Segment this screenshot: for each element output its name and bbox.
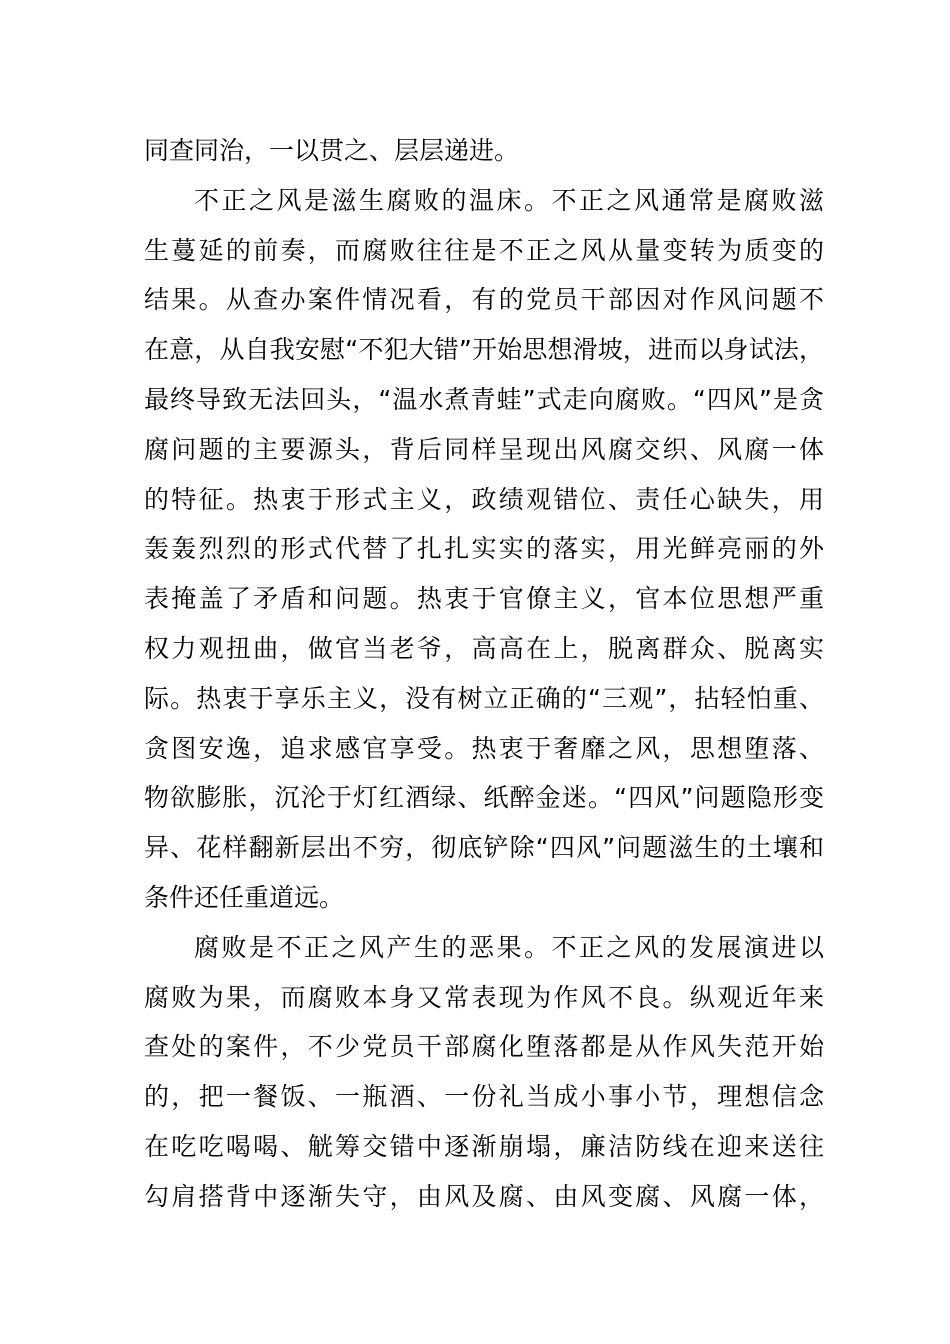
text-line: 腐败是不正之风产生的恶果。不正之风的发展演进以 — [194, 932, 824, 962]
text-line: 腐败为果，而腐败本身又常表现为作风不良。纵观近年来 — [144, 982, 824, 1012]
text-line: 勾肩搭背中逐渐失守，由风及腐、由风变腐、风腐一体， — [144, 1181, 824, 1211]
text-line: 的，把一餐饭、一瓶酒、一份礼当成小事小节，理想信念 — [144, 1082, 824, 1112]
text-line: 最终导致无法回头，“温水煮青蛙”式走向腐败。“四风”是贪 — [144, 384, 824, 414]
text-line: 同查同治，一以贯之、层层递进。 — [144, 136, 520, 165]
text-line: 轰轰烈烈的形式代替了扎扎实实的落实，用光鲜亮丽的外 — [144, 534, 824, 564]
text-line: 生蔓延的前奏，而腐败往往是不正之风从量变转为质变的 — [144, 235, 824, 265]
text-line: 贪图安逸，追求感官享受。热衷于奢靡之风，思想堕落、 — [144, 733, 824, 763]
text-line: 权力观扭曲，做官当老爷，高高在上，脱离群众、脱离实 — [144, 633, 824, 663]
text-line: 的特征。热衷于形式主义，政绩观错位、责任心缺失，用 — [144, 484, 824, 514]
text-line: 际。热衷于享乐主义，没有树立正确的“三观”，拈轻怕重、 — [144, 683, 824, 713]
text-line: 查处的案件，不少党员干部腐化堕落都是从作风失范开始 — [144, 1032, 824, 1062]
text-line: 条件还任重道远。 — [144, 882, 345, 912]
text-line: 结果。从查办案件情况看，有的党员干部因对作风问题不 — [144, 285, 824, 315]
text-line: 异、花样翻新层出不穷，彻底铲除“四风”问题滋生的土壤和 — [144, 833, 824, 863]
body-text — [144, 126, 824, 1222]
text-line: 不正之风是滋生腐败的温床。不正之风通常是腐败滋 — [194, 185, 824, 215]
text-line: 腐问题的主要源头，背后同样呈现出风腐交织、风腐一体 — [144, 434, 824, 464]
text-line: 在吃吃喝喝、觥筹交错中逐渐崩塌，廉洁防线在迎来送往 — [144, 1131, 824, 1161]
text-line: 在意，从自我安慰“不犯大错”开始思想滑坡，进而以身试法， — [144, 335, 824, 365]
text-line: 表掩盖了矛盾和问题。热衷于官僚主义，官本位思想严重 — [144, 584, 824, 614]
text-line: 物欲膨胀，沉沦于灯红酒绿、纸醉金迷。“四风”问题隐形变 — [144, 783, 824, 813]
